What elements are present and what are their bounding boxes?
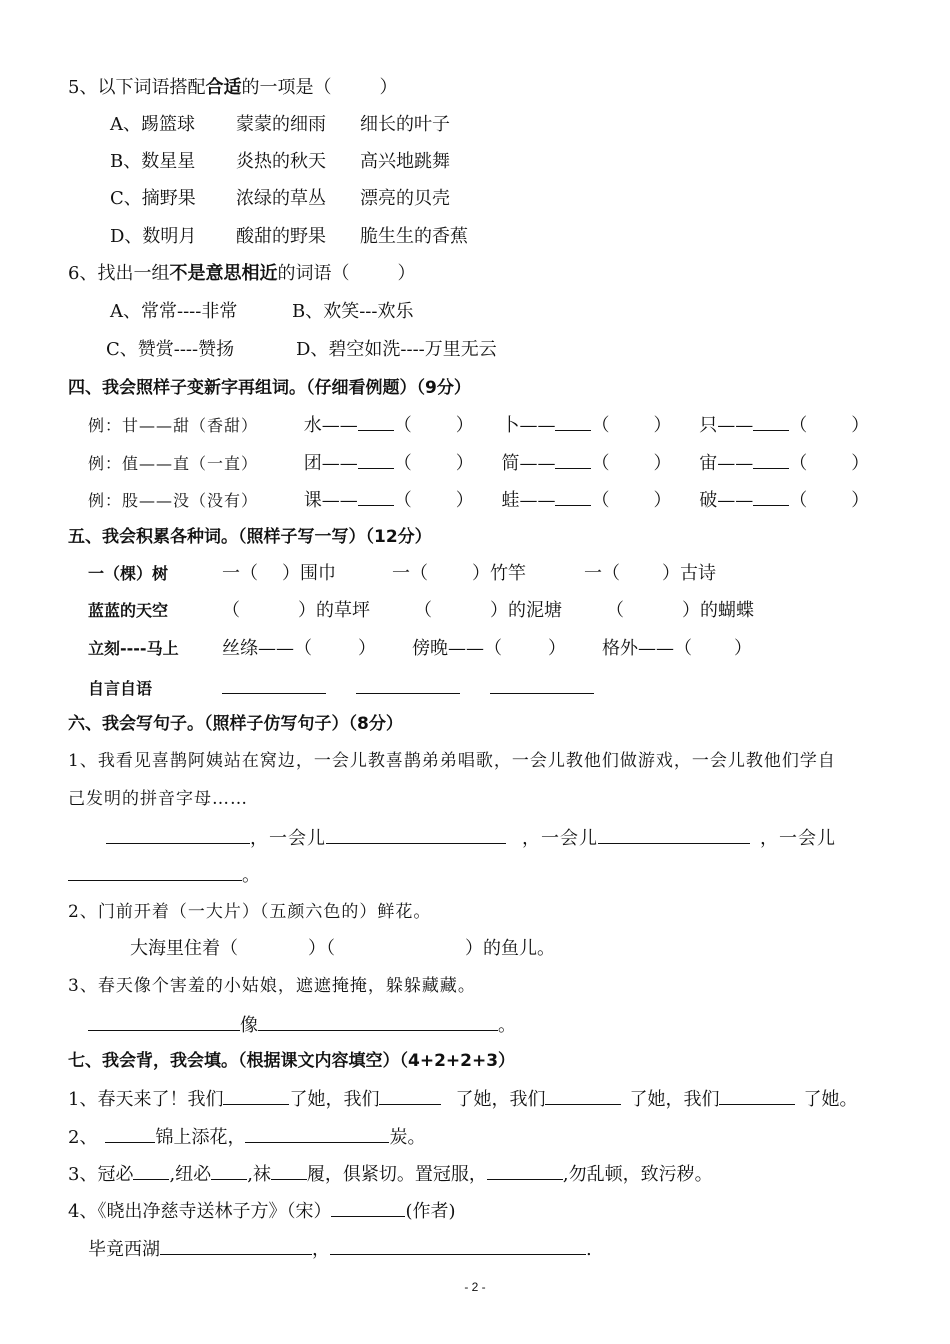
fill-text: 了她，我们 xyxy=(289,1089,380,1110)
fill-text: 4、《晓出净慈寺送林子方》（宋） xyxy=(68,1201,332,1222)
blank-field[interactable] xyxy=(105,1124,155,1143)
s5-label: 立刻----马上 xyxy=(88,639,179,658)
section-4-title: 四、我会照样子变新字再组词。（仔细看例题）（9分） xyxy=(68,378,471,398)
q5-option-c xyxy=(110,187,450,211)
blank-field[interactable] xyxy=(358,487,394,506)
fill-text: 2、 xyxy=(68,1127,98,1148)
blank-field[interactable] xyxy=(753,412,789,431)
blank-field[interactable] xyxy=(223,1086,289,1105)
fill-text: (作者) xyxy=(405,1201,456,1222)
blank-field[interactable] xyxy=(379,1086,441,1105)
fill-text: 。 xyxy=(242,865,261,886)
s5-item: ）古诗 xyxy=(662,563,716,584)
s5-row-1 xyxy=(88,562,716,586)
paren-open: （ xyxy=(393,415,412,436)
blank-field[interactable] xyxy=(358,412,394,431)
blank-field[interactable] xyxy=(555,450,591,469)
s5-label: 自言自语 xyxy=(88,679,153,698)
paren-close: ） xyxy=(455,490,474,511)
option-cell: B、欢笑---欢乐 xyxy=(292,301,414,322)
fill-text: ，一会儿 xyxy=(250,828,326,849)
fill-text: 1、春天来了！我们 xyxy=(68,1089,224,1110)
s5-item: ） xyxy=(734,638,752,659)
s5-item: （ xyxy=(606,600,624,621)
s7-line-5 xyxy=(88,1236,592,1262)
paren-open: （ xyxy=(393,490,412,511)
s6-p3: 3、春天像个害羞的小姑娘，遮遮掩掩，躲躲藏藏。 xyxy=(68,976,476,996)
s5-item: 一（ xyxy=(222,563,258,584)
s6-p2-fill xyxy=(130,937,555,961)
s5-item: 一（ xyxy=(584,563,620,584)
fill-text: ,勿乱顿，致污秽。 xyxy=(562,1164,713,1185)
s5-item: （ xyxy=(222,600,240,621)
blank-field[interactable] xyxy=(68,862,242,881)
char-prompt: 水—— xyxy=(303,415,358,436)
char-prompt: 简—— xyxy=(501,453,556,474)
blank-field[interactable] xyxy=(222,675,326,694)
paren-close: ） xyxy=(653,490,672,511)
paren-open: （ xyxy=(393,453,412,474)
q6-options-1 xyxy=(110,300,413,324)
char-prompt: 团—— xyxy=(303,453,358,474)
paren-close: ） xyxy=(455,415,474,436)
section-7-title: 七、我会背，我会填。（根据课文内容填空）（4+2+2+3） xyxy=(68,1051,516,1071)
char-prompt: 只—— xyxy=(699,415,754,436)
option-cell: 细长的叶子 xyxy=(360,114,450,135)
paren-open: （ xyxy=(789,415,808,436)
q5-stem-bold: 合适 xyxy=(205,77,242,98)
fill-text: 大海里住着（ xyxy=(130,938,238,959)
blank-field[interactable] xyxy=(753,450,789,469)
fill-text: 锦上添花， xyxy=(155,1127,246,1148)
fill-text: ）的鱼儿。 xyxy=(465,938,555,959)
s7-line-3 xyxy=(68,1161,713,1187)
s5-label: 蓝蓝的天空 xyxy=(88,601,169,620)
s6-p2: 2、门前开着（一大片）（五颜六色的）鲜花。 xyxy=(68,902,432,922)
paren-open: （ xyxy=(591,490,610,511)
s5-item: ）围巾 xyxy=(282,563,336,584)
s7-line-2 xyxy=(68,1124,425,1150)
section-5-title: 五、我会积累各种词。（照样子写一写）（12分） xyxy=(68,527,432,547)
paren-close: ） xyxy=(851,490,870,511)
blank-field[interactable] xyxy=(330,1236,586,1255)
fill-text: . xyxy=(586,1239,592,1260)
paren-open: （ xyxy=(789,453,808,474)
q6-stem xyxy=(68,262,415,286)
option-cell: 炎热的秋天 xyxy=(236,151,326,172)
s5-item: ） xyxy=(548,638,566,659)
s5-row-2 xyxy=(88,599,754,623)
s5-item: （ xyxy=(414,600,432,621)
s5-item: ）的蝴蝶 xyxy=(682,600,754,621)
blank-field[interactable] xyxy=(211,1161,247,1180)
s4-row xyxy=(88,412,869,438)
paren-open: （ xyxy=(789,490,808,511)
option-cell: A、常常----非常 xyxy=(110,301,238,322)
option-cell: 脆生生的香蕉 xyxy=(360,226,468,247)
char-prompt: 课—— xyxy=(303,490,358,511)
blank-field[interactable] xyxy=(598,825,750,844)
blank-field[interactable] xyxy=(88,1012,240,1031)
fill-text: ,袜 xyxy=(247,1164,271,1185)
fill-text: ）（ xyxy=(308,938,335,959)
fill-text: 像 xyxy=(240,1015,258,1036)
s6-p1-line1: 1、我看见喜鹊阿姨站在窝边，一会儿教喜鹊弟弟唱歌，一会儿教他们做游戏，一会儿教他们学自 xyxy=(68,751,836,771)
q6-options-2 xyxy=(106,338,497,362)
s5-item: 傍晚——（ xyxy=(412,638,502,659)
paren-close: ） xyxy=(851,415,870,436)
char-prompt: 卜—— xyxy=(501,415,556,436)
s5-row-3 xyxy=(88,637,752,661)
option-cell: D、数明月 xyxy=(110,226,197,247)
fill-text: 。 xyxy=(498,1015,516,1036)
char-prompt: 宙—— xyxy=(699,453,754,474)
blank-field[interactable] xyxy=(106,825,250,844)
section-6-title: 六、我会写句子。（照样子仿写句子）（8分） xyxy=(68,714,403,734)
option-cell: B、数星星 xyxy=(110,151,196,172)
s5-item: ）竹竿 xyxy=(472,563,526,584)
q5-stem xyxy=(68,76,397,100)
example-text: 例：甘——甜（香甜） xyxy=(88,416,259,435)
blank-field[interactable] xyxy=(490,675,594,694)
s5-item: ）的草坪 xyxy=(298,600,370,621)
s5-label: 一（棵）树 xyxy=(88,564,169,583)
blank-field[interactable] xyxy=(487,1161,563,1180)
page-number: - 2 - xyxy=(464,1280,486,1294)
blank-field[interactable] xyxy=(326,825,506,844)
option-cell: D、碧空如洗----万里无云 xyxy=(296,339,497,360)
fill-text: ，一会儿 xyxy=(522,828,598,849)
fill-text: 了她。 xyxy=(803,1089,858,1110)
paren-close: ） xyxy=(653,453,672,474)
fill-text: 履，俱紧切。置冠服， xyxy=(306,1164,487,1185)
blank-field[interactable] xyxy=(753,487,789,506)
blank-field[interactable] xyxy=(258,1012,498,1031)
char-prompt: 蛙—— xyxy=(501,490,556,511)
s6-p1-fill xyxy=(106,825,836,851)
s6-p3-fill xyxy=(88,1012,516,1038)
q5-option-b xyxy=(110,150,450,174)
s5-item: 格外——（ xyxy=(602,638,692,659)
s5-item: 丝绦——（ xyxy=(222,638,312,659)
paren-close: ） xyxy=(653,415,672,436)
fill-text: ， xyxy=(312,1239,330,1260)
q5-stem-close: ） xyxy=(379,77,398,98)
q6-stem-text-b: 的词语（ xyxy=(277,263,350,284)
blank-field[interactable] xyxy=(555,412,591,431)
s6-p1-line2: 己发明的拼音字母…… xyxy=(68,789,248,809)
paren-open: （ xyxy=(591,453,610,474)
fill-text: 炭。 xyxy=(389,1127,426,1148)
s5-item: ）的泥塘 xyxy=(490,600,562,621)
s6-p1-fill-2 xyxy=(68,862,261,888)
option-cell: A、踢篮球 xyxy=(110,114,195,135)
s5-row-4 xyxy=(88,675,594,701)
blank-field[interactable] xyxy=(719,1086,795,1105)
paren-close: ） xyxy=(851,453,870,474)
example-text: 例：值——直（一直） xyxy=(88,454,259,473)
option-cell: 酸甜的野果 xyxy=(236,226,326,247)
q5-stem-text-b: 的一项是（ xyxy=(241,77,332,98)
example-text: 例：股——没（没有） xyxy=(88,491,259,510)
q6-stem-close: ） xyxy=(397,263,416,284)
blank-field[interactable] xyxy=(160,1236,312,1255)
option-cell: C、摘野果 xyxy=(110,188,196,209)
fill-text: 了她，我们 xyxy=(629,1089,720,1110)
blank-field[interactable] xyxy=(245,1124,389,1143)
blank-field[interactable] xyxy=(271,1161,307,1180)
q6-stem-bold: 不是意思相近 xyxy=(169,263,278,284)
char-prompt: 破—— xyxy=(699,490,754,511)
s7-line-1 xyxy=(68,1086,857,1112)
fill-text: 毕竟西湖 xyxy=(88,1239,160,1260)
s4-row xyxy=(88,487,869,513)
blank-field[interactable] xyxy=(133,1161,169,1180)
q6-stem-text: 6、找出一组 xyxy=(68,263,170,284)
fill-text: ,纽必 xyxy=(169,1164,212,1185)
s5-item: ） xyxy=(358,638,376,659)
blank-field[interactable] xyxy=(358,450,394,469)
paren-close: ） xyxy=(455,453,474,474)
option-cell: C、赞赏----赞扬 xyxy=(106,339,235,360)
s4-row xyxy=(88,450,869,476)
fill-text: 3、冠必 xyxy=(68,1164,134,1185)
option-cell: 浓绿的草丛 xyxy=(236,188,326,209)
q5-option-d xyxy=(110,225,468,249)
paren-open: （ xyxy=(591,415,610,436)
blank-field[interactable] xyxy=(545,1086,621,1105)
option-cell: 漂亮的贝壳 xyxy=(360,188,450,209)
fill-text: ，一会儿 xyxy=(760,828,836,849)
option-cell: 蒙蒙的细雨 xyxy=(236,114,326,135)
blank-field[interactable] xyxy=(555,487,591,506)
blank-field[interactable] xyxy=(331,1198,405,1217)
q5-stem-text: 5、以下词语搭配 xyxy=(68,77,206,98)
s5-item: 一（ xyxy=(392,563,428,584)
q5-option-a xyxy=(110,113,450,137)
s7-line-4 xyxy=(68,1198,456,1224)
option-cell: 高兴地跳舞 xyxy=(360,151,450,172)
blank-field[interactable] xyxy=(356,675,460,694)
fill-text: 了她，我们 xyxy=(455,1089,546,1110)
